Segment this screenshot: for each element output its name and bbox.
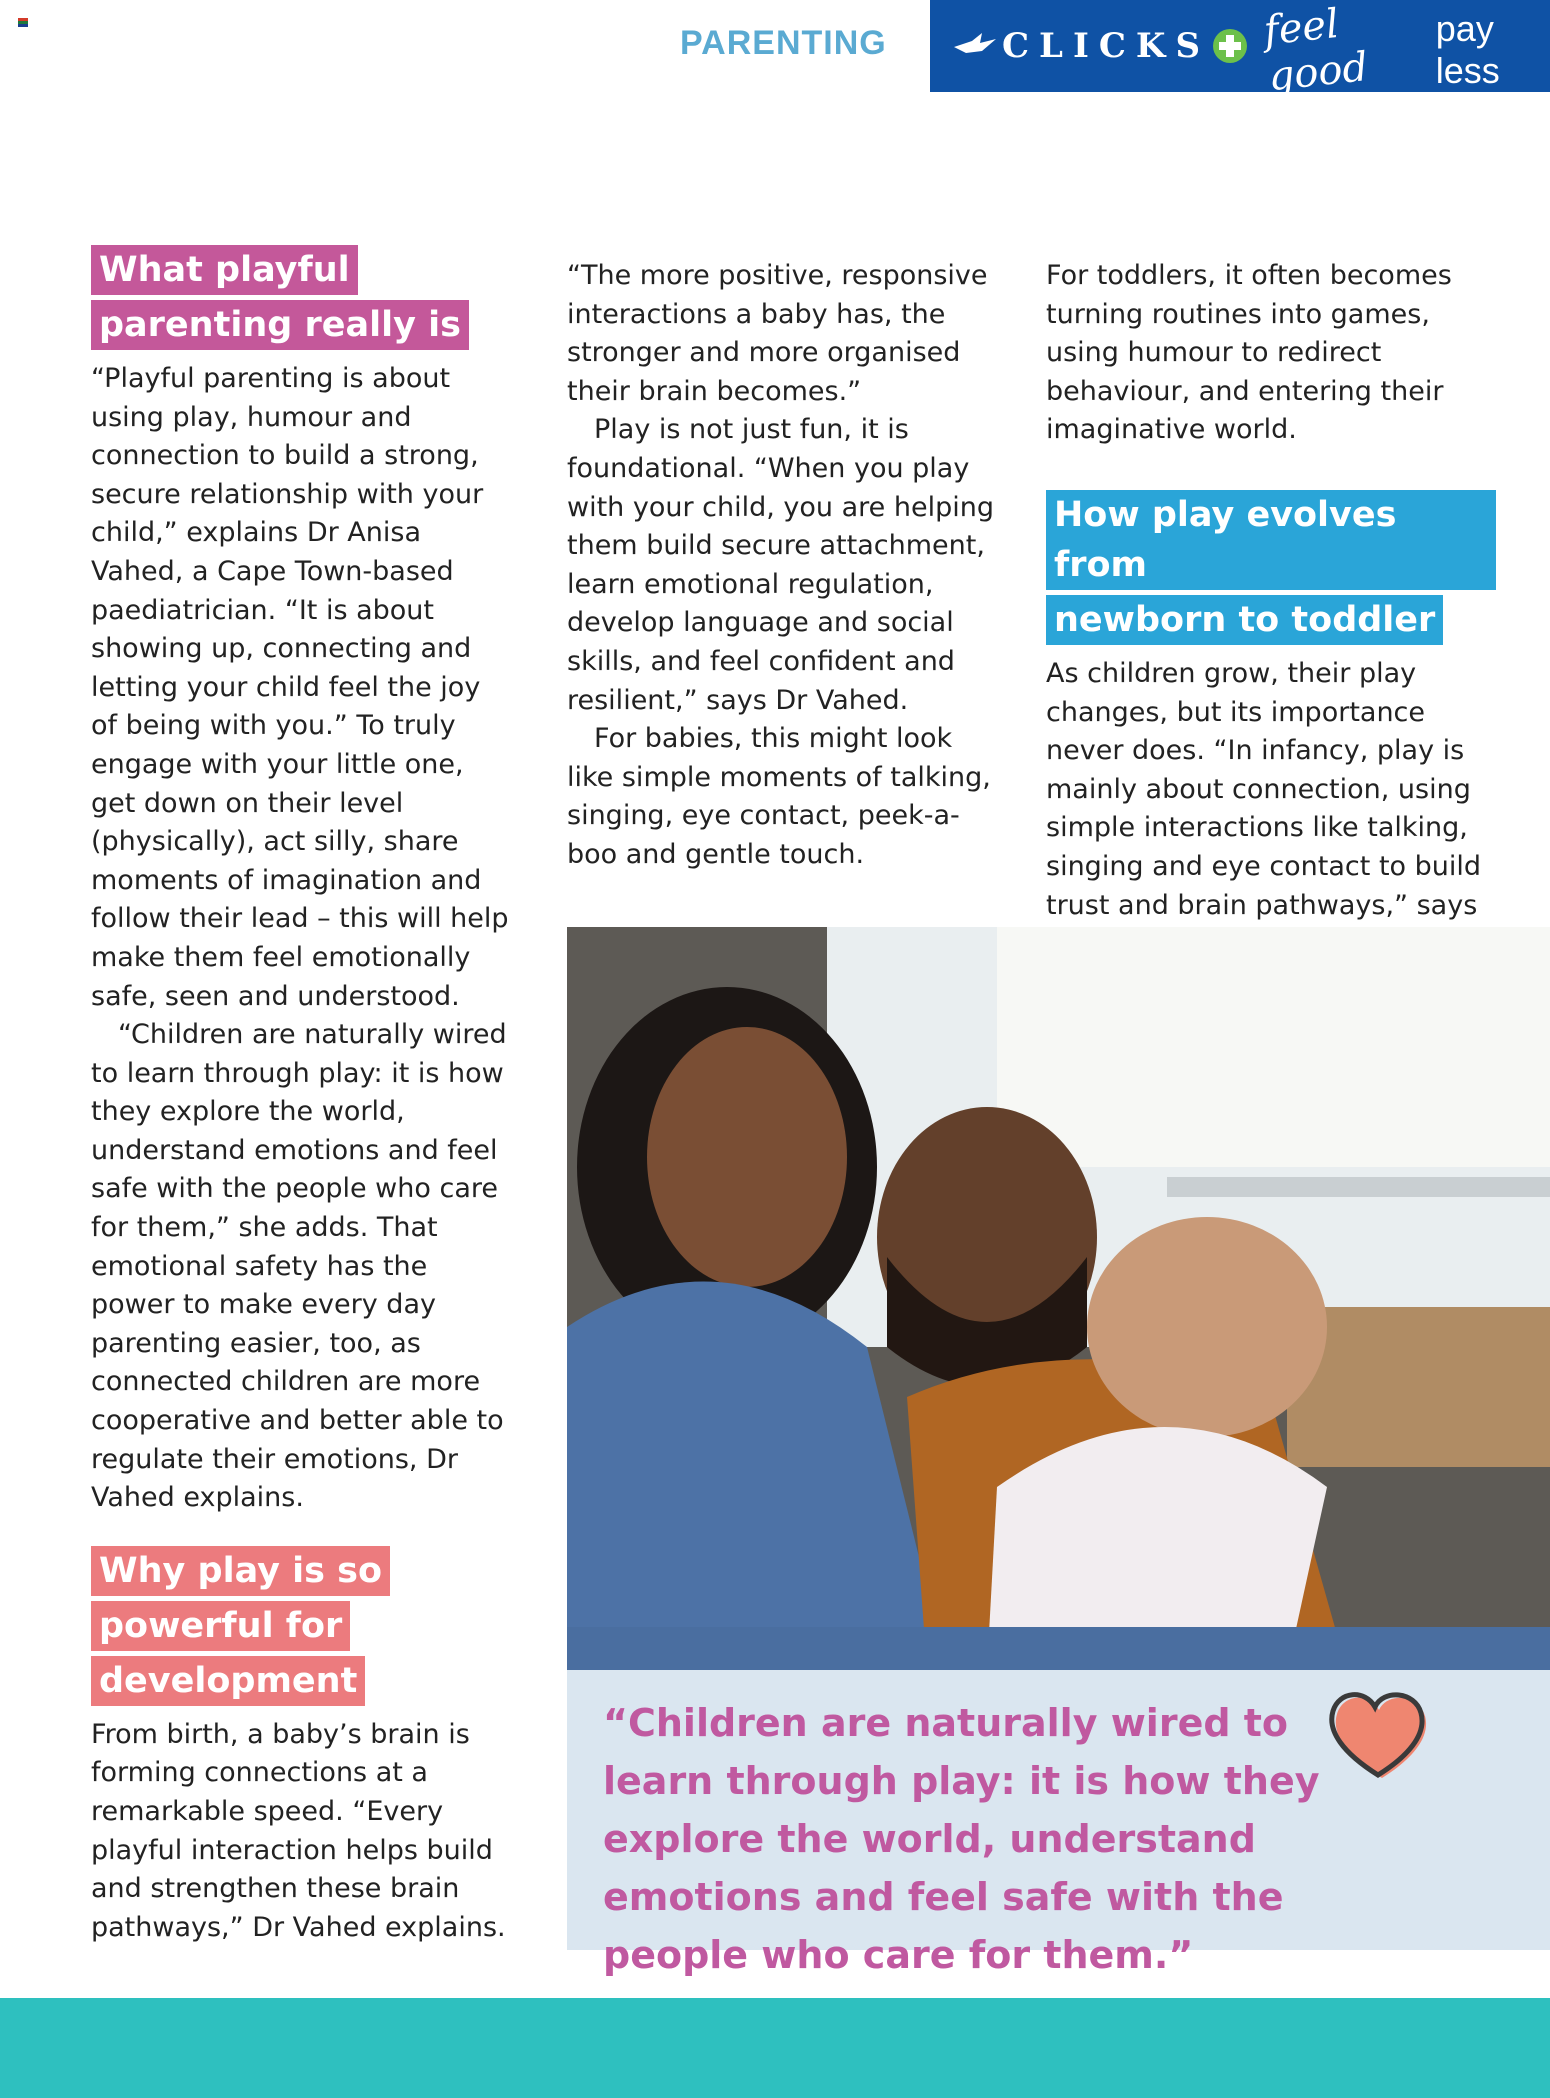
paragraph: Play is not just fun, it is foundational. “When you play with your child, you are helping them build secure attachment, learn emotional regulation, develop language and social skills, and feel confident and resilient,” says Dr Vahed.	[567, 414, 994, 716]
paragraph: From birth, a baby’s brain is forming connections at a remarkable speed. “Every playful interaction helps build and strengthen these brain pathways,” Dr Vahed explains.	[91, 1718, 506, 1943]
paragraph: For toddlers, it often becomes turning routines into games, using humour to redirect behaviour, and entering their imaginative world.	[1046, 260, 1452, 446]
heading-line: powerful for	[91, 1601, 350, 1651]
brand-logo	[952, 26, 1248, 66]
paragraph: “Children are naturally wired to learn through play: it is how they explore the world, understand emotions and feel safe with the people who care for them,” she adds. That emotional safety has the power to make every day parenting easier, too, as connected children are more cooperative and better able to regulate their emotions, Dr Vahed explains.	[91, 1019, 507, 1514]
heading-line: newborn to toddler	[1046, 595, 1443, 645]
plus-cross-icon	[1212, 28, 1248, 64]
footer-band	[0, 1998, 1550, 2098]
paragraph: “The more positive, responsive interactions a baby has, the stronger and more organised their brain becomes.”	[567, 260, 988, 407]
heading-line: How play evolves from	[1046, 490, 1496, 590]
pull-quote-text: “Children are naturally wired to learn through play: it is how they explore the world, understand emotions and feel safe with the people who care for them.”	[603, 1701, 1320, 1977]
heading-line: parenting really is	[91, 300, 469, 350]
article-column-1	[91, 245, 511, 1947]
heading-line: Why play is so	[91, 1546, 390, 1596]
brand-tagline: pay less	[1435, 8, 1500, 91]
family-photo	[567, 927, 1550, 1670]
paragraph: As children grow, their play changes, but its importance never does. “In infancy, play is mainly about connection, using simple interactions like talking, singing and eye contact to build trust and brain pathways,” says	[1046, 657, 1482, 921]
pull-quote-box	[567, 1670, 1550, 1977]
heading-line: What playful	[91, 245, 358, 295]
heading-line: development	[91, 1656, 365, 1706]
paragraph: For babies, this might look like simple moments of talking, singing, eye contact, peek-a-boo and gentle touch.	[567, 723, 991, 870]
article-column-3	[1046, 257, 1496, 925]
heading-what-playful-parenting	[91, 245, 511, 355]
heading-why-play-is-powerful	[91, 1546, 511, 1711]
brand-name: CLICKS	[1002, 26, 1211, 66]
dove-icon	[952, 31, 998, 61]
heading-how-play-evolves	[1046, 490, 1496, 650]
paragraph: “Playful parenting is about using play, humour and connection to build a strong, secure relationship with your child,” explains Dr Anisa Vahed, a Cape Town-based paediatrician. “It is about showing up, connecting and letting your child feel the joy of being with you.” To truly engage with your little one, get down on their level (physically), act silly, share moments of imagination and follow their lead – this will help make them feel emotionally safe, seen and understood.	[91, 363, 509, 1012]
article-column-2	[567, 257, 1007, 875]
section-label: PARENTING	[680, 24, 887, 62]
south-africa-flag-icon	[18, 18, 28, 27]
brand-banner	[930, 0, 1550, 101]
heart-icon	[1327, 1686, 1437, 1786]
brand-script: feel good	[1261, 0, 1371, 101]
